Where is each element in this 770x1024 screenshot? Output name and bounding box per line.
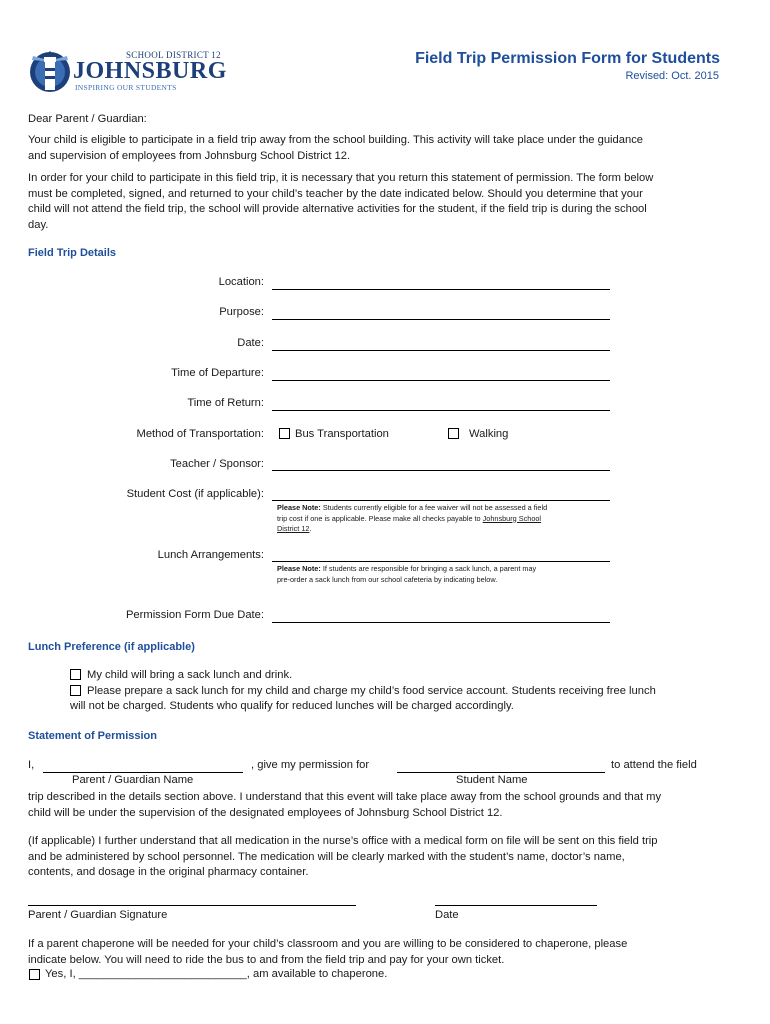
sack-lunch-label: My child will bring a sack lunch and drink.: [87, 669, 293, 681]
parent-name-field[interactable]: [43, 772, 243, 773]
details-heading: Field Trip Details: [28, 247, 117, 259]
logo-tagline: INSPIRING OUR STUDENTS: [75, 83, 177, 92]
statement-heading: Statement of Permission: [28, 730, 157, 742]
cafeteria-lunch-label: Please prepare a sack lunch for my child and charge my child’s food service account. Students receiving free lunch: [87, 685, 656, 697]
note-text: Students currently eligible for a fee waiver will not be assessed a field: [320, 503, 548, 512]
cost-note: [277, 503, 612, 535]
lighthouse-icon: [28, 48, 72, 94]
signature-field[interactable]: [28, 905, 356, 906]
due-date-field[interactable]: [272, 622, 610, 623]
statement-line: contents, and dosage in the original pharmacy container.: [28, 866, 309, 878]
lunch-note: [277, 564, 612, 585]
note-label: Please Note:: [277, 503, 321, 512]
signature-date-caption: Date: [435, 909, 459, 921]
statement-line: and be administered by school personnel. The medication will be clearly marked with the student’s name, doctor’s name,: [28, 850, 625, 863]
note-label: Please Note:: [277, 564, 321, 573]
payee-name: Johnsburg School: [482, 513, 542, 523]
bus-option-label: Bus Transportation: [295, 428, 389, 440]
intro-line: and supervision of employees from Johnsburg School District 12.: [28, 149, 351, 162]
signature-date-field[interactable]: [435, 905, 597, 906]
purpose-field[interactable]: [272, 319, 610, 320]
cost-field[interactable]: [272, 500, 610, 501]
cafeteria-lunch-checkbox[interactable]: [70, 685, 81, 696]
logo-name: JOHNSBURG: [73, 58, 227, 84]
lunch-preference-heading: Lunch Preference (if applicable): [28, 641, 195, 653]
intro-line: must be completed, signed, and returned to your child’s teacher by the date indicated below. Should you determine that your: [28, 187, 643, 200]
statement-give: , give my permission for: [251, 759, 370, 771]
statement-line: trip described in the details section above. I understand that this event will take place away from the school grounds and that my: [28, 791, 662, 803]
statement-attend: to attend the field: [611, 759, 697, 771]
chaperone-yes-label: Yes, I, ___________________________, am available to chaperone.: [45, 968, 388, 980]
parent-name-caption: Parent / Guardian Name: [72, 774, 194, 786]
teacher-label: Teacher / Sponsor:: [170, 458, 264, 470]
location-field[interactable]: [272, 289, 610, 290]
teacher-field[interactable]: [272, 470, 610, 471]
lunch-field[interactable]: [272, 561, 610, 562]
note-text: If students are responsible for bringing a sack lunch, a parent may: [320, 564, 537, 573]
bus-checkbox[interactable]: [279, 428, 290, 439]
return-label: Time of Return:: [187, 397, 264, 409]
student-name-caption: Student Name: [456, 774, 528, 786]
cafeteria-lunch-label-cont: will not be charged. Students who qualify for reduced lunches will be charged accordingly.: [70, 700, 514, 712]
greeting: Dear Parent / Guardian:: [28, 113, 147, 125]
statement-i: I,: [28, 759, 35, 771]
intro-paragraph-2: [28, 171, 748, 233]
signature-caption: Parent / Guardian Signature: [28, 909, 168, 921]
statement-line: child will be under the supervision of the designated employees of Johnsburg School District 12.: [28, 806, 503, 819]
departure-field[interactable]: [272, 380, 610, 381]
note-text: pre-order a sack lunch from our school cafeteria by indicating below.: [277, 574, 498, 584]
student-name-field[interactable]: [397, 772, 605, 773]
form-title: Field Trip Permission Form for Students: [415, 50, 720, 67]
note-text: .: [309, 524, 312, 533]
chaperone-checkbox[interactable]: [29, 969, 40, 980]
chaperone-paragraph: [28, 937, 748, 968]
revised-date: Revised: Oct. 2015: [625, 70, 719, 82]
district-logo: [28, 48, 233, 94]
intro-line: Your child is eligible to participate in a field trip away from the school building. This activity will take place under the guidance: [28, 134, 644, 146]
cost-label: Student Cost (if applicable):: [126, 488, 264, 500]
transport-label: Method of Transportation:: [136, 428, 264, 440]
sack-lunch-checkbox[interactable]: [70, 669, 81, 680]
walking-option-label: Walking: [469, 428, 509, 440]
return-field[interactable]: [272, 410, 610, 411]
departure-label: Time of Departure:: [171, 367, 264, 379]
purpose-label: Purpose:: [219, 306, 264, 318]
date-field[interactable]: [272, 350, 610, 351]
intro-paragraph-1: [28, 133, 748, 164]
due-date-label: Permission Form Due Date:: [125, 609, 264, 621]
intro-line: In order for your child to participate in this field trip, it is necessary that you return this statement of permission. The form below: [28, 172, 654, 184]
chaperone-line: If a parent chaperone will be needed for your child’s classroom and you are willing to be considered to chaperone, please: [28, 938, 628, 950]
walking-checkbox[interactable]: [448, 428, 459, 439]
logo-district: SCHOOL DISTRICT 12: [126, 50, 221, 60]
statement-paragraph-2: [28, 834, 748, 881]
location-label: Location:: [218, 276, 264, 288]
chaperone-line: indicate below. You will need to ride the bus to and from the field trip and pay for your own ticket.: [28, 953, 505, 966]
note-text: trip cost if one is applicable. Please make all checks payable to: [277, 513, 483, 523]
statement-line: (If applicable) I further understand that all medication in the nurse’s office with a medical form on file will be sent on this field trip: [28, 835, 658, 847]
date-label: Date:: [237, 337, 264, 349]
payee-name: District 12: [277, 524, 310, 533]
intro-line: child will not attend the field trip, the school will provide alternative activities for the student, if the field trip is during the school: [28, 203, 647, 215]
statement-paragraph-1: [28, 790, 748, 821]
intro-line: day.: [28, 218, 49, 231]
lunch-label: Lunch Arrangements:: [157, 549, 264, 561]
